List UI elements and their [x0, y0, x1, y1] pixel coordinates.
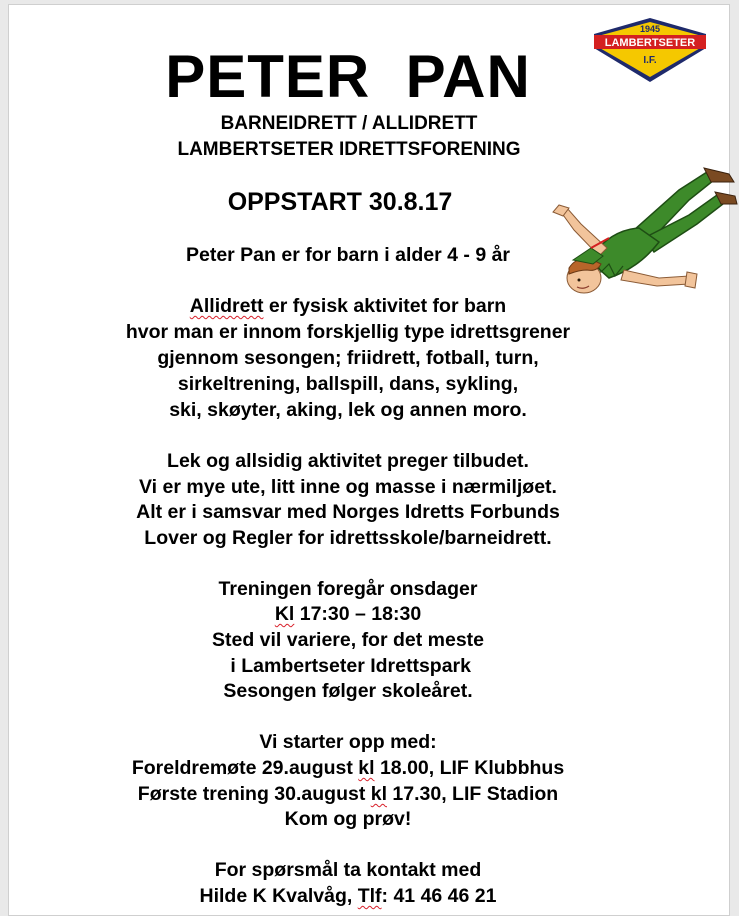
p3-line-4: i Lambertseter Idrettspark [224, 655, 471, 677]
meeting-text-b: 18.00, LIF Klubbhus [374, 757, 565, 779]
p2-line-3: Alt er i samsvar med Norges Idretts Forbunds [136, 501, 560, 523]
start-date: OPPSTART 30.8.17 [227, 188, 453, 216]
page-title: PETER PAN [165, 43, 531, 110]
spellcheck-word: Allidrett [189, 295, 264, 317]
p3-line-2 [17, 602, 679, 628]
subtitle-club: LAMBERTSETER IDRETTSFORENING [177, 139, 521, 160]
peter-pan-flying-illustration [539, 160, 739, 310]
p2-line-4: Lover og Regler for idrettsskole/barneidrett. [144, 527, 552, 549]
meeting-text-a: Foreldremøte 29.august [131, 757, 359, 779]
age-line: Peter Pan er for barn i alder 4 - 9 år [185, 244, 511, 266]
training-text-b: 17.30, LIF Stadion [387, 783, 559, 805]
contact-name: Hilde K Kvalvåg, [199, 885, 358, 907]
p2-line-1: Lek og allsidig aktivitet preger tilbudet. [167, 450, 529, 472]
p4-line-1: Vi starter opp med: [259, 731, 437, 753]
p1-line-1-text: er fysisk aktivitet for barn [263, 295, 507, 317]
logo-abbr: I.F. [643, 55, 657, 66]
time-range: 17:30 – 18:30 [294, 603, 422, 625]
p1-line-2: hvor man er innom forskjellig type idrettsgrener [125, 321, 571, 343]
club-logo [592, 18, 708, 82]
p2-line-2: Vi er mye ute, litt inne og masse i nærmiljøet. [139, 476, 557, 498]
p4-line-3 [17, 782, 679, 808]
logo-name: LAMBERTSETER [604, 37, 696, 49]
document-page [8, 4, 730, 916]
subtitle-sport: BARNEIDRETT / ALLIDRETT [220, 113, 478, 134]
contact-heading: For spørsmål ta kontakt med [214, 859, 482, 881]
p4-line-4: Kom og prøv! [284, 808, 412, 830]
p3-line-3: Sted vil variere, for det meste [211, 629, 485, 651]
logo-year: 1945 [639, 24, 661, 34]
p3-line-1: Treningen foregår onsdager [218, 578, 478, 600]
spellcheck-word: kl [358, 757, 375, 779]
spellcheck-word: Kl [274, 603, 295, 625]
p1-line-4: sirkeltrening, ballspill, dans, sykling, [177, 373, 519, 395]
spellcheck-word: kl [370, 783, 387, 805]
contact-phone: : 41 46 46 21 [381, 885, 497, 907]
spellcheck-word: Tlf [357, 885, 382, 907]
contact-line [17, 884, 679, 910]
p4-line-2 [17, 756, 679, 782]
p1-line-5: ski, skøyter, aking, lek og annen moro. [169, 399, 527, 421]
p1-line-3: gjennom sesongen; friidrett, fotball, turn, [157, 347, 539, 369]
p3-line-5: Sesongen følger skoleåret. [223, 680, 473, 702]
training-text-a: Første trening 30.august [137, 783, 371, 805]
